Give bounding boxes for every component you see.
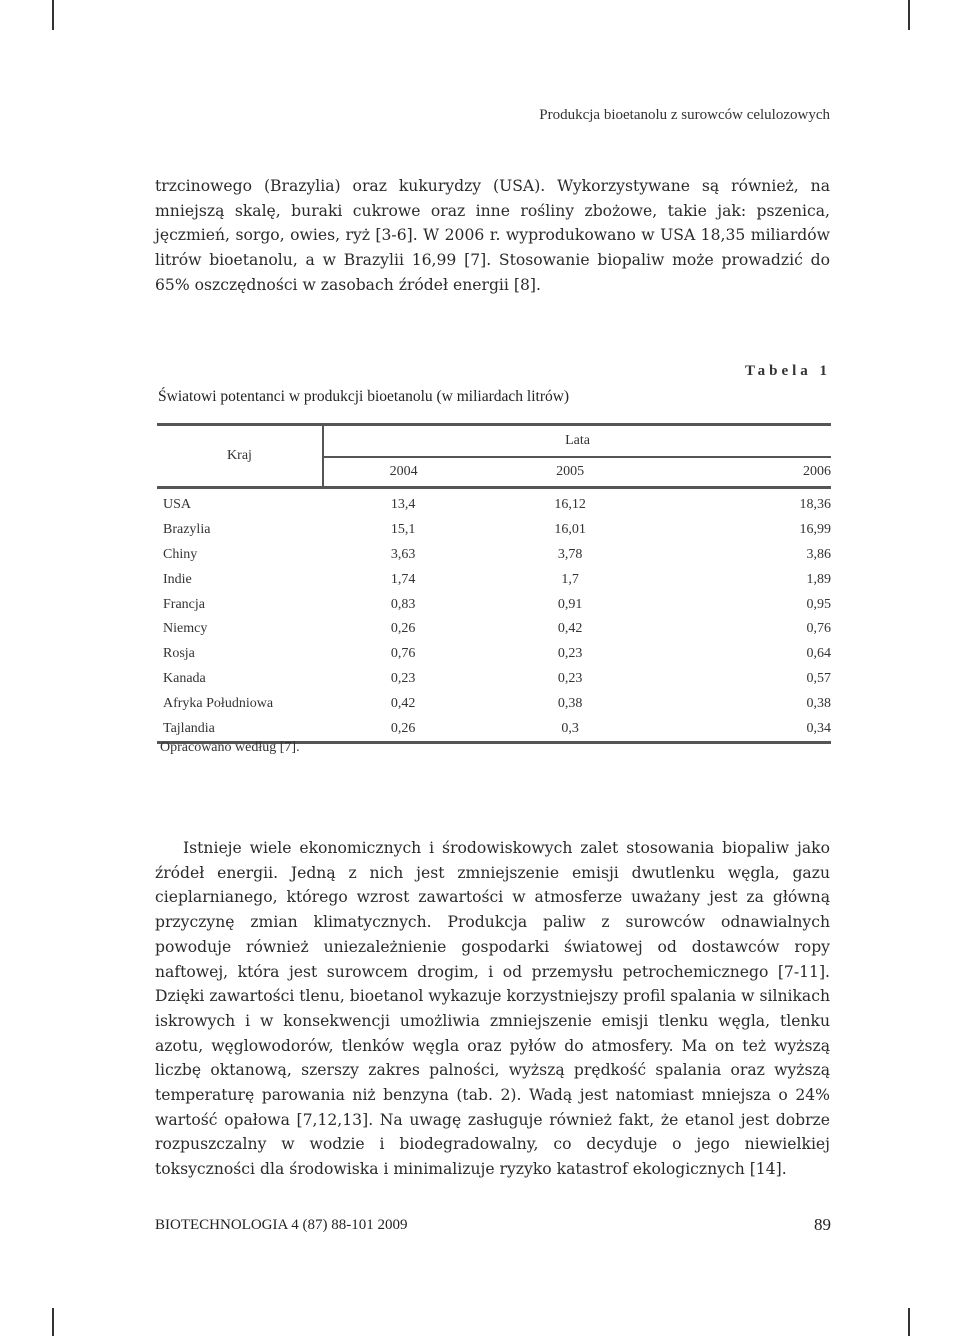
country-cell: Afryka Południowa <box>163 695 274 711</box>
country-cell: USA <box>163 497 192 513</box>
country-cell: Niemcy <box>163 621 208 637</box>
value-cell: 0,91 <box>557 596 583 612</box>
value-cell: 0,64 <box>806 646 831 662</box>
country-cell: Rosja <box>163 646 195 662</box>
body-paragraph-1: trzcinowego (Brazylia) oraz kukurydzy (USA). Wykorzystywane są również, na mniejszą skalę, buraki cukrowe oraz inne rośliny zbożowe, takie jak: pszenica, jęczmień, sorgo, owies, ryż [3-6]. W 2006 r. wyprodukowano w USA 18,35 miliardów litrów bioetanolu, a w Brazylii 16,99 [7]. Stosowanie biopaliw może prowadzić do 65% oszczędności w zasobach źródeł energii [8]. <box>155 177 830 294</box>
body-paragraph-2: Istnieje wiele ekonomicznych i środowiskowych zalet stosowania biopaliw jako źródeł energii. Jedną z nich jest zmniejszenie emisji dwutlenku węgla, gazu cieplarnianego, którego wzrost zawartości w atmosferze uważany jest za główną przyczynę zmian klimatycznych. Produkcja paliw z surowców odnawialnych powoduje również uniezależnienie gospodarki światowej od dostawców ropy naftowej, która jest surowcem drogim, i od przemysłu petrochemicznego [7-11]. Dzięki zawartości tlenu, bioetanol wykazuje korzystniejszy profil spalania w silnikach iskrowych i w konsekwencji umożliwia zmniejszenie emisji tlenku węgla, tlenku azotu, węglowodorów, tlenków węgla oraz pyłów do atmosfery. Ma on też wyższą liczbę oktanową, szerszy zakres palności, wyższą prędkość spalania oraz wyższą temperaturę parowania niż benzyna (tab. 2). Wadą jest natomiast mniejsza o 24% wartość opałowa [7,12,13]. Na uwagę zasługuje również fakt, że etanol jest dobrze rozpuszczalny w wodzie i biodegradowalny, co decyduje o jego niewielkiej toksyczności dla środowiska i minimalizuje ryzyko katastrof ekologicznych [14]. <box>155 839 830 1179</box>
table-row <box>157 617 831 642</box>
ethanol-production-table <box>157 423 831 744</box>
value-cell: 16,12 <box>554 497 586 513</box>
table-row <box>157 488 831 518</box>
value-cell: 3,63 <box>390 546 416 562</box>
value-cell: 0,95 <box>806 596 831 612</box>
value-cell: 0,23 <box>557 670 583 686</box>
table-row <box>157 642 831 667</box>
value-cell: 3,78 <box>557 546 583 562</box>
table-row <box>157 543 831 568</box>
value-cell: 0,26 <box>390 621 416 637</box>
page-number: 89 <box>814 1215 831 1234</box>
value-cell: 0,23 <box>390 670 416 686</box>
crop-mark-top-right <box>908 0 910 30</box>
header-country: Kraj <box>157 425 323 488</box>
value-cell: 1,89 <box>806 571 831 587</box>
value-cell: 1,74 <box>390 571 416 587</box>
value-cell: 0,83 <box>390 596 416 612</box>
header-year: 2004 <box>389 464 418 479</box>
country-cell: Francja <box>163 596 205 612</box>
value-cell: 13,4 <box>390 497 416 513</box>
value-cell: 1,7 <box>561 571 579 587</box>
value-cell: 0,76 <box>390 646 416 662</box>
crop-mark-bottom-left <box>52 1308 54 1336</box>
header-year: 2006 <box>803 464 831 479</box>
country-cell: Indie <box>163 571 192 587</box>
value-cell: 0,76 <box>806 621 831 637</box>
value-cell: 0,57 <box>806 670 831 686</box>
value-cell: 0,34 <box>657 716 831 742</box>
value-cell: 0,38 <box>557 695 583 711</box>
table-source-note: Opracowano według [7]. <box>160 740 300 755</box>
value-cell: 16,99 <box>799 522 831 538</box>
running-header: Produkcja bioetanolu z surowców celulozowych <box>539 107 830 123</box>
value-cell: 0,42 <box>557 621 583 637</box>
table-row <box>157 716 831 742</box>
value-cell: 18,36 <box>799 497 831 513</box>
table-row <box>157 567 831 592</box>
table-title: Światowi potentanci w produkcji bioetanolu (w miliardach litrów) <box>158 388 570 405</box>
value-cell: 0,23 <box>557 646 583 662</box>
table-label: Tabela 1 <box>745 363 832 379</box>
value-cell: 15,1 <box>390 522 416 538</box>
header-year: 2005 <box>556 464 585 479</box>
table-row <box>157 518 831 543</box>
country-cell: Chiny <box>163 546 198 562</box>
value-cell: 3,86 <box>806 546 831 562</box>
crop-mark-top-left <box>52 0 54 30</box>
country-cell: Tajlandia <box>157 716 323 742</box>
crop-mark-bottom-right <box>908 1308 910 1336</box>
value-cell: 0,42 <box>390 695 416 711</box>
header-years-group: Lata <box>323 425 831 458</box>
country-cell: Kanada <box>163 670 206 686</box>
table-row <box>157 691 831 716</box>
table-row <box>157 667 831 692</box>
journal-citation: BIOTECHNOLOGIA 4 (87) 88-101 2009 <box>155 1217 408 1233</box>
value-cell: 16,01 <box>554 522 586 538</box>
table-row <box>157 592 831 617</box>
country-cell: Brazylia <box>163 522 211 538</box>
value-cell: 0,3 <box>483 716 657 742</box>
value-cell: 0,26 <box>323 716 483 742</box>
value-cell: 0,38 <box>806 695 831 711</box>
